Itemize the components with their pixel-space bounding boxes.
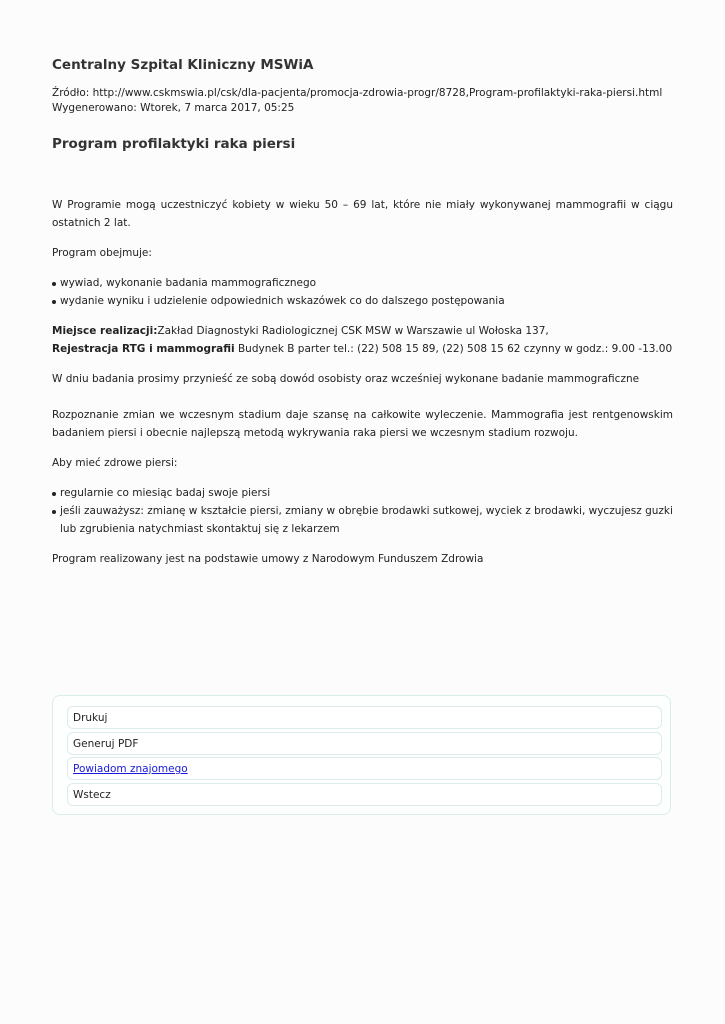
- healthy-label: Aby mieć zdrowe piersi:: [52, 457, 178, 469]
- list-item: wydanie wyniku i udzielenie odpowiednich wskazówek co do dalszego postępowania: [52, 292, 673, 310]
- notify-friend-link[interactable]: [67, 757, 662, 780]
- diagnosis-paragraph: Rozpoznanie zmian we wczesnym stadium daje szansę na całkowite wyleczenie. Mammografia jest rentgenowskim badaniem piersi i obecnie najlepszą metodą wykrywania raka piersi we wczesnym stadium rozwoju.: [52, 409, 673, 439]
- list-item: wywiad, wykonanie badania mammograficznego: [52, 274, 673, 292]
- print-button[interactable]: Drukuj: [67, 706, 662, 729]
- includes-list: [52, 274, 673, 310]
- registration-label: Rejestracja RTG i mammografii: [52, 343, 235, 355]
- actions-panel: [52, 695, 671, 815]
- location-label: Miejsce realizacji:: [52, 325, 158, 337]
- exam-day-paragraph: W dniu badania prosimy przynieść ze sobą dowód osobisty oraz wcześniej wykonane badanie mammograficzne: [52, 373, 640, 385]
- generate-pdf-button[interactable]: Generuj PDF: [67, 732, 662, 755]
- back-button[interactable]: Wstecz: [67, 783, 662, 806]
- intro-paragraph: W Programie mogą uczestniczyć kobiety w wieku 50 – 69 lat, które nie miały wykonywanej mammografii w ciągu ostatnich 2 lat.: [52, 199, 673, 229]
- article-title: Program profilaktyki raka piersi: [52, 136, 296, 152]
- list-item: regularnie co miesiąc badaj swoje piersi: [52, 484, 673, 502]
- funding-paragraph: Program realizowany jest na podstawie umowy z Narodowym Funduszem Zdrowia: [52, 553, 484, 565]
- registration-text: Budynek B parter tel.: (22) 508 15 89, (22) 508 15 62 czynny w godz.: 9.00 -13.00: [234, 343, 673, 355]
- location-paragraph: [52, 322, 673, 358]
- article-content: [52, 196, 673, 580]
- includes-label: Program obejmuje:: [52, 247, 152, 259]
- generated-date: Wygenerowano: Wtorek, 7 marca 2017, 05:25: [52, 101, 295, 114]
- list-item: jeśli zauważysz: zmianę w kształcie piersi, zmiany w obrębie brodawki sutkowej, wyciek z brodawki, wyczujesz guzki lub zgrubienia natychmiast skontaktuj się z lekarzem: [52, 502, 673, 538]
- document-meta: [52, 86, 673, 115]
- site-title: Centralny Szpital Kliniczny MSWiA: [52, 57, 314, 73]
- healthy-list: [52, 484, 673, 538]
- location-text: Zakład Diagnostyki Radiologicznej CSK MSW w Warszawie ul Wołoska 137,: [157, 325, 549, 337]
- notify-friend-label[interactable]: Powiadom znajomego: [73, 763, 188, 775]
- source-url: Źródło: http://www.cskmswia.pl/csk/dla-pacjenta/promocja-zdrowia-progr/8728,Program-profilaktyki-raka-piersi.html: [52, 87, 663, 99]
